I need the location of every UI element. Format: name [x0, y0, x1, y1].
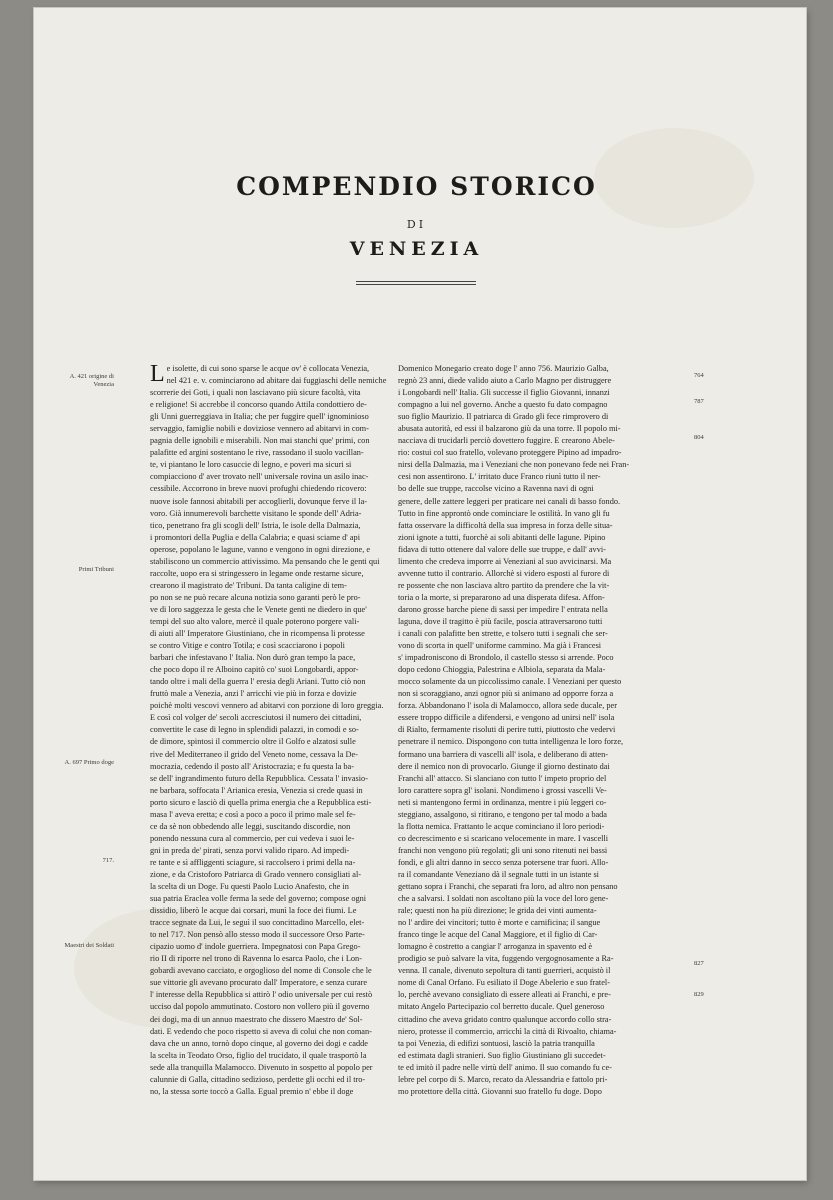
- text-line: zione, e da Cristoforo Patriarca di Grado vennero consigliati al-: [150, 869, 362, 879]
- text-line: sede alla tranquilla Malamocco. Divenuto in sospetto al popolo per: [150, 1062, 373, 1072]
- text-line: gettano sopra i Franchi, che separati fra loro, ad altro non pensano: [398, 882, 618, 892]
- text-line: dissidio, liberò le acque dai corsari, munì la foce dei fiumi. Le: [150, 906, 357, 916]
- margin-note-right: 764: [694, 372, 704, 379]
- text-line: no, la stessa sorte toccò a Galla. Egual premio n' ebbe il doge: [150, 1086, 354, 1096]
- text-line: forza. Abbandonano l' isola di Malamocco, allora sede ducale, per: [398, 701, 617, 711]
- text-line: ne barbara, soffocata l' Arianica eresia, Venezia si crede quasi in: [150, 785, 363, 795]
- text-line: tracce segnate da Lui, le seguì il suo concittadino Marcello, elet-: [150, 918, 365, 928]
- margin-note-left: Maestri dei Soldati: [64, 942, 114, 949]
- text-line: genere, delle zattere leggeri per praticare nei canali di basso fondo.: [398, 496, 621, 506]
- text-line: de dimore, spintosi il commercio oltre il Golfo e alzatosi sulle: [150, 737, 356, 747]
- text-line: mocrazia, cedendo il posto all' Aristocrazia; e fu questa la ba-: [150, 761, 354, 771]
- text-line: formano una barriera di vascelli all' isola, e deliberano di atten-: [398, 749, 608, 759]
- text-line: venna. Il canale, divenuto sepoltura di tanti guerrieri, acquistò il: [398, 966, 611, 976]
- text-line: convertite le case di legno in splendidi palazzi, in comodi e so-: [150, 725, 359, 735]
- text-line: la scelta in Teodato Orso, figlio del trucidato, il quale trasportò la: [150, 1050, 367, 1060]
- text-line: regnò 23 anni, diede valido aiuto a Carlo Magno per distruggere: [398, 376, 612, 386]
- text-line: raccolte, uopo era si stringessero in legame onde restarne sicure,: [150, 568, 364, 578]
- text-line: neti si mantengono fermi in ordinanza, mentre i più leggeri co-: [398, 797, 607, 807]
- text-line: tico, penetrano fra gli scogli dell' Istria, le isole della Dalmazia,: [150, 520, 361, 530]
- text-line: nel 421 e. v. cominciarono ad abitare dai fuggiaschi delle nemiche: [166, 376, 387, 386]
- text-line: sue vittorie gli avevano procurato dall' Imperatore, e senza curare: [150, 978, 368, 988]
- text-line: mitato Angelo Partecipazio col berretto ducale. Quel generoso: [398, 1002, 605, 1012]
- text-line: la scelta di un Doge. Fu questi Paolo Lucio Anafesto, che in: [150, 882, 349, 892]
- text-line: nirsi della Dalmazia, ma i Veneziani che non ponevano fede nei Fran-: [398, 460, 630, 470]
- text-line: abusata autorità, ed essi il balzarono giù da una torre. Il popolo mi-: [398, 424, 621, 434]
- text-line: nacciava di trucidarli perciò dovettero fuggire. E crearono Abele-: [398, 436, 615, 446]
- text-line: cittadino che aveva gridato contro qualunque accordo collo stra-: [398, 1014, 612, 1024]
- text-line: laguna, dove il tragitto è più facile, poscia attraversarono tutti: [398, 616, 603, 626]
- text-line: se dell' ingrandimento futuro della Repubblica. Cessata l' invasio-: [150, 773, 368, 783]
- paragraph-right: [398, 363, 694, 1098]
- text-line: voro. Già innumerevoli barchette visitano le sponde dell' Adria-: [150, 508, 362, 518]
- text-line: bo delle sue truppe, raccolse vicino a Ravenna navi di ogni: [398, 484, 594, 494]
- text-line: masa l' aveva eretta; e così a poco a poco il primo male sel fe-: [150, 809, 356, 819]
- text-line: poichè molti vescovi vennero ad abitarvi con porzione di loro greggia.: [150, 701, 384, 711]
- text-line: rive del Mediterraneo il grido del Veneto nome, cessava la De-: [150, 749, 358, 759]
- margin-note-left: 717.: [102, 857, 114, 864]
- text-line: i canali con palafitte ben strette, e tolsero tutti i segnali che ser-: [398, 629, 608, 639]
- text-line: Domenico Monegario creato doge l' anno 756. Maurizio Galba,: [398, 364, 609, 373]
- text-line: niero, protesse il commercio, arricchì la città di Rivoalto, chiama-: [398, 1026, 617, 1036]
- text-line: limento che credeva imporre ai Veneziani al suo avvicinarsi. Ma: [398, 556, 612, 566]
- text-line: ta poi Venezia, di edifizi sontuosi, lasciò la patria tranquilla: [398, 1038, 595, 1048]
- text-line: penetrare il nemico. Dispongono con tutta intelligenza le loro forze,: [398, 737, 624, 747]
- text-line: gni in preda de' pirati, senza porvi valido riparo. Ad impedi-: [150, 845, 350, 855]
- text-line: servaggio, famiglie nobili e doviziose vennero ad abitarvi in com-: [150, 424, 369, 434]
- text-line: ra il comandante Veneziano dà il segnale tutti in un istante si: [398, 869, 599, 879]
- text-line: fondi, e gli altri danno in secco senza potersene trar fuori. Allo-: [398, 857, 609, 867]
- text-line: ve di loro saggezza le gesta che le Venete genti ne diedero in que': [150, 604, 367, 614]
- text-line: pagnia delle ignobili e miserabili. Non mai stanchi que' primi, con: [150, 436, 370, 446]
- text-line: ucciso dal popolo ammutinato. Costoro non vollero più il governo: [150, 1002, 370, 1012]
- text-line: i promontori della Puglia e della Calabria; e quasi sciame d' api: [150, 532, 361, 542]
- margin-note-left: A. 421 origine di Venezia: [69, 373, 114, 388]
- text-line: ce da sè non obbedendo alle leggi, suscitando discordie, non: [150, 821, 351, 831]
- text-line: dati. E vedendo che poco rispetto si aveva di colui che non coman-: [150, 1026, 372, 1036]
- text-line: mocco solamente da un piccolissimo canale. I Veneziani per questo: [398, 677, 622, 687]
- text-column-left: [150, 363, 387, 1098]
- text-line: compagno a lui nel governo. Anche a questo fu dato compagno: [398, 400, 608, 410]
- text-line: lo, perchè avevano consigliato di essere alleati ai Franchi, e pre-: [398, 990, 611, 1000]
- text-line: di aiuti all' Imperatore Giustiniano, che in ricompensa li protesse: [150, 629, 365, 639]
- text-line: che poco dopo il re Alboino capitò co' suoi Longobardi, appor-: [150, 665, 359, 675]
- margin-note-left: Primi Tribuni: [78, 566, 114, 573]
- text-line: prodigio se può salvare la vita, fuggendo vergognosamente a Ra-: [398, 954, 614, 964]
- text-line: nome di Canal Orfano. Fu esiliato il Doge Abelerio e suo fratel-: [398, 978, 610, 988]
- text-line: rale; questi non ha più direzione; le grida dei vinti aumenta-: [398, 906, 597, 916]
- text-line: dopo cedono Chioggia, Palestrina e Albiola, separata da Mala-: [398, 665, 606, 675]
- margin-note-right: 787: [694, 398, 704, 405]
- text-line: dere il nemico non di provocarlo. Giunge il giorno destinato dai: [398, 761, 610, 771]
- text-line: te ed imitò il padre nelle virtù dell' animo. Il suo comando fu ce-: [398, 1062, 612, 1072]
- text-line: rio: costui col suo fratello, volevano proteggere Pipino ad impadro-: [398, 448, 622, 458]
- drop-cap: L: [150, 361, 165, 387]
- text-line: cessibile. Accorrono in breve nuovi profughi chiedendo ricovero:: [150, 484, 367, 494]
- text-line: e isolette, di cui sono sparse le acque ov' è collocata Venezia,: [166, 364, 370, 373]
- text-line: compiacciono d' aver trovato nell' universale rovina un asilo inac-: [150, 472, 369, 482]
- text-line: barbari che infestavano l' Italia. Non durò gran tempo la pace,: [150, 653, 356, 663]
- text-line: te, vi piantano le loro casuccie di legno, e poveri ma sicuri si: [150, 460, 352, 470]
- text-line: lomagno è costretto a cangiar l' arroganza in spavento ed è: [398, 942, 593, 952]
- text-line: darono grosse barche piene di sassi per impedire l' entrata nella: [398, 604, 608, 614]
- text-line: franchi non vengono più regolati; gli uni sono ritenuti nei bassi: [398, 845, 608, 855]
- text-line: lebre pel corpo di S. Marco, recato da Alessandria e fattolo pri-: [398, 1074, 608, 1084]
- text-line: fatta osservare la difficoltà della sua impresa in forza delle situa-: [398, 520, 613, 530]
- margin-note-left: A. 697 Primo doge: [64, 759, 114, 766]
- text-line: fruttò male a Venezia, anzi l' arricchì vie più in forza e dovizie: [150, 689, 357, 699]
- text-line: franco tinge le acque del Canal Maggiore, et il figlio di Car-: [398, 930, 598, 940]
- text-line: Tutto in fine approntò onde cominciare le ostilità. In vano gli fu: [398, 508, 610, 518]
- text-line: cipazio uomo d' indole guerriera. Impegnatosi con Papa Grego-: [150, 942, 361, 952]
- text-line: scorrerie dei Goti, i quali non lasciavano più sicure facoltà, vita: [150, 388, 361, 398]
- text-line: calunnie di Galla, cittadino sedizioso, perdette gli occhi ed il tro-: [150, 1074, 366, 1084]
- text-line: to nel 717. Non pensò allo stesso modo il successore Orso Parte-: [150, 930, 365, 940]
- text-line: non si scoraggiano, anzi ognor più si animano ad opporre forza a: [398, 689, 614, 699]
- text-line: la flotta nemica. Frattanto le acque cominciano il loro periodi-: [398, 821, 605, 831]
- text-line: dei dogi, ma di un annuo maestrato che dissero Maestro de' Sol-: [150, 1014, 363, 1024]
- text-line: E così col volger de' secoli accresciutosi il numero dei cittadini,: [150, 713, 362, 723]
- text-line: sua patria Eraclea volle ferma la sede del governo; compose ogni: [150, 894, 367, 904]
- text-line: ponendo nessuna cura al commercio, per cui vedeva i suoi le-: [150, 833, 355, 843]
- page-subtitle: VENEZIA: [349, 238, 484, 260]
- text-line: palafitte ed argini sostentano le rive, rassodano il suolo vacillan-: [150, 448, 364, 458]
- text-line: porto sicuro e lasciò di quella prima energia che a Repubblica esti-: [150, 797, 372, 807]
- text-line: mo protettore della città. Giovanni suo fratello fu doge. Dopo: [398, 1086, 602, 1096]
- text-line: avvenne tutto il contrario. Allorchè si videro esposti al furore di: [398, 568, 610, 578]
- text-column-right: [398, 363, 694, 1098]
- text-line: steggiano, assalgono, si ritirano, e tengono per tal modo a bada: [398, 809, 607, 819]
- text-line: suo figlio Maurizio. Il patriarca di Grado gli fece rimprovero di: [398, 412, 609, 422]
- text-line: gli Unni guerreggiava in Italia; che per fuggire quell' ignominioso: [150, 412, 369, 422]
- text-line: vono di scorta in quell' uniforme cammino. Ma già i Francesi: [398, 641, 602, 651]
- margin-note-right: 804: [694, 434, 704, 441]
- text-line: nuove isole fannosi abitabili per accoglierli, dovunque ferve il la-: [150, 496, 368, 506]
- text-line: di Rialto, fermamente risoluti di perire tutti, piuttosto che vedervi: [398, 725, 616, 735]
- text-line: gobardi avevano cacciato, e orgoglioso del nome di Console che le: [150, 966, 372, 976]
- text-line: crearono il magistrato de' Tribuni. Da tanta caligine di tem-: [150, 580, 347, 590]
- margin-note-right: 827: [694, 960, 704, 967]
- text-line: ed estimata dagli stranieri. Suo figlio Giustiniano gli succedet-: [398, 1050, 606, 1060]
- text-line: dava che un anno, tornò dopo cinque, al governo dei dogi e cadde: [150, 1038, 368, 1048]
- text-line: fidava di tutto ottenere dal valore delle sue truppe, e dall' avvi-: [398, 544, 606, 554]
- page-title: COMPENDIO STORICO: [236, 172, 597, 201]
- text-line: stabiliscono un commercio attivissimo. Ma pensando che le genti qui: [150, 556, 380, 566]
- text-line: che a salvarsi. I soldati non ascoltano più la voce del loro gene-: [398, 894, 609, 904]
- text-line: re tante e sì affliggenti sciagure, si raccolsero i primi della na-: [150, 857, 356, 867]
- text-line: se contro Vitige e contro Totila; e così scacciarono i popoli: [150, 641, 345, 651]
- text-line: loro carattere sopra gl' isolani. Nondimeno i grossi vascelli Ve-: [398, 785, 607, 795]
- text-line: essere troppo difficile a difendersi, e vengono ad unirsi nell' isola: [398, 713, 615, 723]
- text-line: cesi non assentirono. L' irritato duce Franco riunì tutto il ner-: [398, 472, 601, 482]
- margin-note-right: 829: [694, 991, 704, 998]
- text-line: po non se ne può recare alcuna notizia sono garanti però le pro-: [150, 592, 361, 602]
- paragraph-left: [150, 363, 387, 1098]
- title-connector: DI: [406, 218, 427, 231]
- text-line: re possente che non lasciava altro partito da prendere che la vit-: [398, 580, 610, 590]
- text-line: Franchi all' attacco. Si slanciano con tutto l' impeto proprio del: [398, 773, 607, 783]
- text-line: zioni ignote a tutti, fuorchè ai soli abitanti delle lagune. Pipino: [398, 532, 606, 542]
- text-line: tempi del suo alto valore, mercè il quale poterono porgere vali-: [150, 616, 360, 626]
- text-line: e religione! Si accrebbe il concorso quando Attila condottiero de-: [150, 400, 367, 410]
- text-line: no l' ardire dei vincitori; tutto è morte e carnificina; il sangue: [398, 918, 601, 928]
- text-line: toria o la morte, si prepararono ad una disperata difesa. Affon-: [398, 592, 605, 602]
- text-line: rio II di riporre nel trono di Ravenna lo esarca Paolo, che i Lon-: [150, 954, 362, 964]
- text-line: s' impadroniscono di Brondolo, il castello stesso si arrende. Poco: [398, 653, 614, 663]
- text-line: operose, popolano le lagune, vanno e vengono in ogni direzione, e: [150, 544, 371, 554]
- text-line: i Longobardi nell' Italia. Gli successe il figlio Giovanni, innanzi: [398, 388, 610, 398]
- text-line: l' interesse della Repubblica si attirò l' odio universale per cui restò: [150, 990, 373, 1000]
- text-line: co decrescimento e si scaricano velocemente in mare. I vascelli: [398, 833, 609, 843]
- text-line: tando oltre i mali della guerra l' eresia degli Ariani. Tutto ciò non: [150, 677, 366, 687]
- title-divider: [356, 281, 476, 285]
